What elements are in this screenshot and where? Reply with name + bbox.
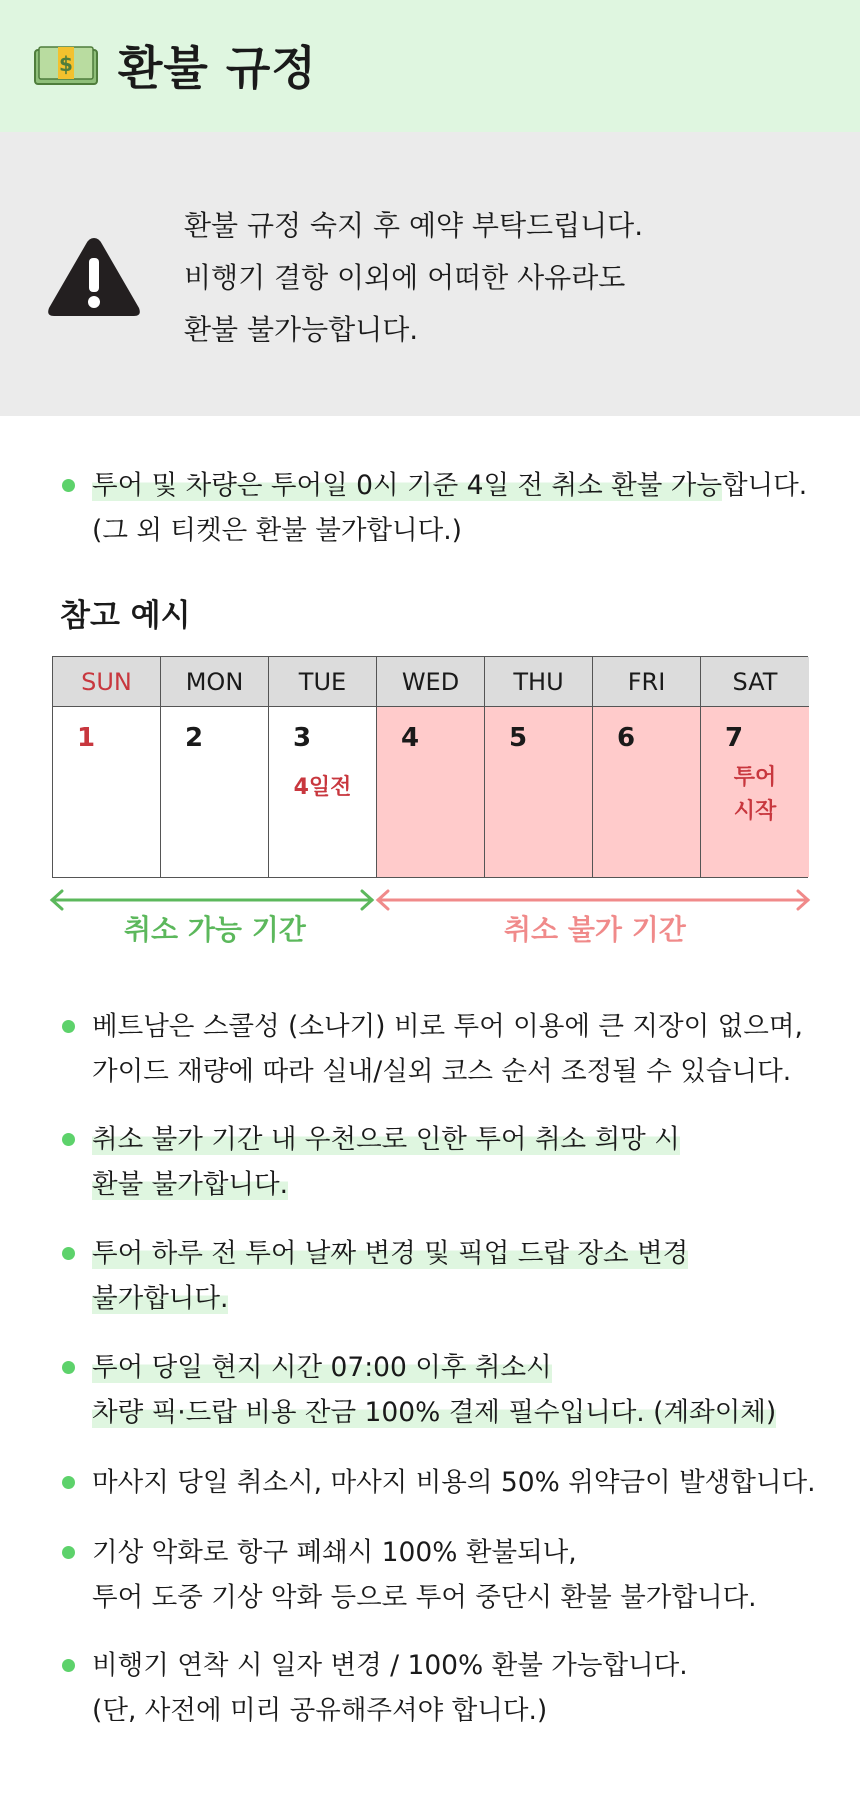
calendar-day-number: 6 (617, 723, 636, 753)
rule-text (92, 1231, 688, 1321)
calendar-day-cell (269, 707, 376, 877)
calendar-day-note: 4일전 (293, 775, 352, 800)
rule-text (92, 1643, 688, 1733)
bullet-dot (62, 1659, 75, 1672)
warning-icon (44, 232, 144, 322)
calendar-day-label: WED (377, 657, 484, 707)
rule-line: 베트남은 스콜성 (소나기) 비로 투어 이용에 큰 지장이 없으며, (92, 1011, 803, 1042)
calendar-day-label: SAT (701, 657, 809, 707)
notice-box (0, 132, 860, 416)
bullet-dot (62, 479, 75, 492)
calendar-day-cell (485, 707, 592, 877)
rule-text (92, 1004, 803, 1094)
calendar-day-number: 7 (725, 723, 744, 753)
bullet-dot (62, 1247, 75, 1260)
rule-line: 불가합니다. (92, 1283, 229, 1314)
calendar-day-tue (269, 657, 377, 877)
svg-text:$: $ (59, 52, 73, 76)
calendar-day-cell (161, 707, 268, 877)
calendar-day-wed (377, 657, 485, 877)
example-calendar (52, 656, 808, 878)
period-arrows (48, 888, 814, 912)
rule-line: 취소 불가 기간 내 우천으로 인한 투어 취소 희망 시 (92, 1124, 680, 1155)
bullet-dot (62, 1361, 75, 1374)
calendar-day-cell (53, 707, 160, 877)
calendar-day-number: 5 (509, 723, 528, 753)
rule-line: 가이드 재량에 따라 실내/실외 코스 순서 조정될 수 있습니다. (92, 1056, 792, 1087)
bullet-dot (62, 1476, 75, 1489)
notice-line: 비행기 결항 이외에 어떠한 사유라도 (184, 261, 626, 294)
bullet-dot (62, 1133, 75, 1146)
cancel-possible-arrow (52, 891, 372, 909)
rule-line: (단, 사전에 미리 공유해주셔야 합니다.) (92, 1695, 548, 1726)
rule-line: 투어 당일 현지 시간 07:00 이후 취소시 (92, 1352, 552, 1383)
rule-line: 마사지 당일 취소시, 마사지 비용의 50% 위약금이 발생합니다. (92, 1467, 816, 1498)
rule-line: 기상 악화로 항구 폐쇄시 100% 환불되나, (92, 1537, 577, 1568)
rule-line: (그 외 티켓은 환불 불가합니다.) (92, 515, 462, 546)
calendar-day-thu (485, 657, 593, 877)
calendar-day-note: 투어 시작 (733, 765, 777, 824)
rule-text (92, 1345, 776, 1435)
notice-line: 환불 불가능합니다. (184, 313, 419, 346)
calendar-day-mon (161, 657, 269, 877)
calendar-day-label: FRI (593, 657, 700, 707)
cancel-possible-label: 취소 가능 기간 (124, 913, 306, 946)
calendar-day-label: TUE (269, 657, 376, 707)
calendar-day-cell (593, 707, 700, 877)
calendar-day-label: MON (161, 657, 268, 707)
rule-text (92, 463, 807, 553)
cancel-impossible-label: 취소 불가 기간 (504, 913, 686, 946)
rule-line: 비행기 연착 시 일자 변경 / 100% 환불 가능합니다. (92, 1650, 688, 1681)
header-banner (0, 0, 860, 132)
calendar-day-sat (701, 657, 809, 877)
notice-line: 환불 규정 숙지 후 예약 부탁드립니다. (184, 209, 644, 242)
rule-rest: 합니다. (721, 470, 808, 501)
rule-highlight: 투어 및 차량은 투어일 0시 기준 4일 전 취소 환불 가능 (92, 470, 722, 501)
calendar-day-cell (377, 707, 484, 877)
bullet-dot (62, 1546, 75, 1559)
calendar-day-number: 2 (185, 723, 204, 753)
calendar-day-number: 1 (77, 723, 96, 753)
calendar-day-number: 3 (293, 723, 312, 753)
rule-line: 투어 하루 전 투어 날짜 변경 및 픽업 드랍 장소 변경 (92, 1238, 689, 1269)
calendar-day-fri (593, 657, 701, 877)
calendar-day-label: SUN (53, 657, 160, 707)
calendar-day-sun (53, 657, 161, 877)
bullet-dot (62, 1020, 75, 1033)
example-title: 참고 예시 (60, 598, 191, 634)
money-bill-icon (34, 44, 98, 86)
calendar-day-label: THU (485, 657, 592, 707)
page-title: 환불 규정 (118, 41, 317, 95)
cancel-impossible-arrow (378, 891, 808, 909)
rule-line: 투어 도중 기상 악화 등으로 투어 중단시 환불 불가합니다. (92, 1582, 757, 1613)
rule-line: 차량 픽·드랍 비용 잔금 100% 결제 필수입니다. (계좌이체) (92, 1397, 777, 1428)
calendar-day-number: 4 (401, 723, 420, 753)
rule-text (92, 1530, 757, 1620)
rule-text (92, 1117, 680, 1207)
rule-text (92, 1460, 816, 1505)
notice-text (184, 200, 643, 356)
calendar-day-cell (701, 707, 809, 877)
rule-line: 환불 불가합니다. (92, 1169, 289, 1200)
